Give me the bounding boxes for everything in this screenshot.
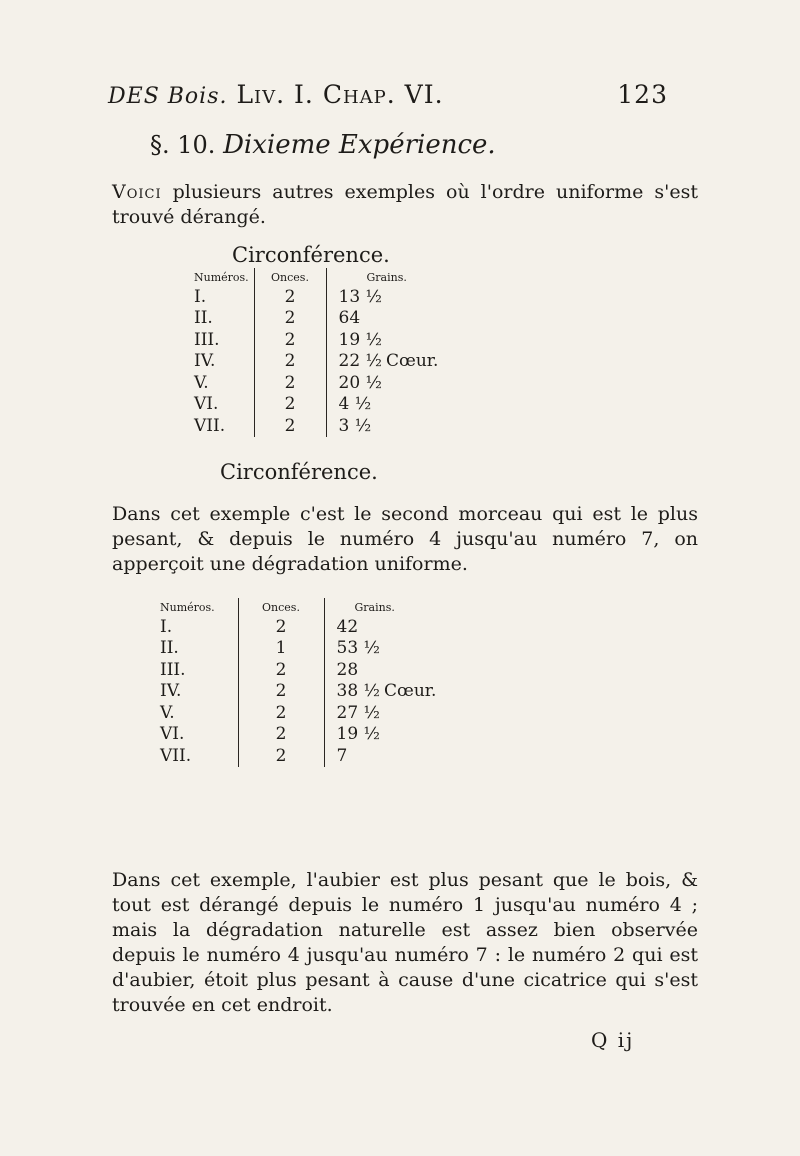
section-title: Dixieme Expérience. [223,130,496,160]
signature-mark: Q ij [591,1028,635,1052]
table-row [158,681,584,703]
paragraph-2: Dans cet exemple c'est le second morceau qui est le plus pesant, & depuis le numéro 4 jusqu'au numéro 7, on apperçoit une dégradation uniforme. [112,503,698,575]
table-cell-oz: 2 [254,372,326,394]
table-cell-num: I. [194,286,207,307]
table-cell-gr [326,372,586,394]
table1-header-oz: Onces. [254,268,326,286]
grains-value: 22 ½ [338,351,383,372]
row-note: Cœur. [384,681,437,702]
table-cell-oz: 2 [238,702,324,724]
running-head-left: DES Bois. [108,84,228,109]
table-cell-num: IV. [160,681,182,702]
table-cell-oz: 2 [238,616,324,638]
table1 [192,268,586,437]
table-cell-gr [326,394,586,416]
table-cell-num: VII. [160,745,192,766]
table-cell-gr [326,351,586,373]
row-note: Cœur. [386,351,439,372]
table-cell-gr [324,616,584,638]
grains-value: 64 [338,308,361,329]
table2-header-gr: Grains. [354,600,395,614]
table-row [158,659,584,681]
table-cell-num: VII. [194,415,226,436]
table-cell-gr [326,415,586,437]
table-cell-gr [324,681,584,703]
table2-header-oz: Onces. [238,598,324,616]
table-cell-oz: 2 [254,308,326,330]
table-cell-num: III. [194,329,220,350]
table-row [158,724,584,746]
intro-paragraph [112,180,698,230]
grains-value: 4 ½ [338,394,372,415]
table-cell-num: VI. [160,724,185,745]
table2-header-num: Numéros. [160,600,215,614]
grains-value: 13 ½ [338,286,383,307]
table-cell-gr [326,329,586,351]
table-cell-gr [324,724,584,746]
table-cell-gr [326,286,586,308]
table-cell-oz: 2 [254,351,326,373]
table-row [192,286,586,308]
table-cell-num: V. [160,702,175,723]
section-heading [150,130,496,160]
grains-value: 3 ½ [338,415,372,436]
grains-value: 28 [336,659,359,680]
table1-caption-top: Circonférence. [232,243,390,267]
table-row [192,329,586,351]
table-cell-gr [324,659,584,681]
table-row [158,702,584,724]
table-row [158,745,584,767]
grains-value: 38 ½ [336,681,381,702]
table1-caption-bottom: Circonférence. [220,460,378,484]
intro-text: plusieurs autres exemples où l'ordre uniforme s'est trouvé dérangé. [112,181,698,228]
table-cell-gr [324,745,584,767]
table-cell-oz: 2 [238,681,324,703]
table-cell-gr [324,638,584,660]
table-row [192,394,586,416]
grains-value: 19 ½ [338,329,383,350]
table-cell-num: IV. [194,351,216,372]
table-cell-num: II. [160,638,179,659]
table-cell-oz: 2 [238,724,324,746]
table-row [192,351,586,373]
table-cell-oz: 2 [254,394,326,416]
grains-value: 7 [336,745,348,766]
table-cell-oz: 2 [238,745,324,767]
grains-value: 53 ½ [336,638,381,659]
table1-header-row [192,268,586,286]
table-cell-oz: 1 [238,638,324,660]
table2 [158,598,584,767]
table-cell-oz: 2 [254,286,326,308]
table-cell-oz: 2 [238,659,324,681]
running-head-middle: Liv. I. Chap. VI. [236,80,444,109]
grains-value: 42 [336,616,359,637]
table-cell-num: VI. [194,394,219,415]
table-cell-num: III. [160,659,186,680]
section-number: §. 10. [150,131,216,159]
table1-header-gr: Grains. [366,270,407,284]
table-cell-oz: 2 [254,329,326,351]
grains-value: 19 ½ [336,724,381,745]
table-cell-gr [326,308,586,330]
paragraph-3: Dans cet exemple, l'aubier est plus pesant que le bois, & tout est dérangé depuis le numéro 1 jusqu'au numéro 4 ; mais la dégradation naturelle est assez bien observée depuis le numéro 4 jusqu'au numéro 7 : le numéro 2 qui est d'aubier, étoit plus pesant à cause d'une cicatrice qui s'est trouvée en cet endroit. [112,869,698,1016]
table-cell-num: I. [160,616,173,637]
table-cell-num: V. [194,372,209,393]
table2-header-row [158,598,584,616]
table1-header-num: Numéros. [194,270,249,284]
table-cell-num: II. [194,308,213,329]
table-row [158,616,584,638]
grains-value: 20 ½ [338,372,383,393]
table-cell-oz: 2 [254,415,326,437]
running-head [108,80,668,109]
table-row [192,415,586,437]
grains-value: 27 ½ [336,702,381,723]
page-number: 123 [617,80,668,109]
table-row [192,372,586,394]
intro-lead-word: Voici [112,181,162,203]
table-row [192,308,586,330]
table-row [158,638,584,660]
table-cell-gr [324,702,584,724]
